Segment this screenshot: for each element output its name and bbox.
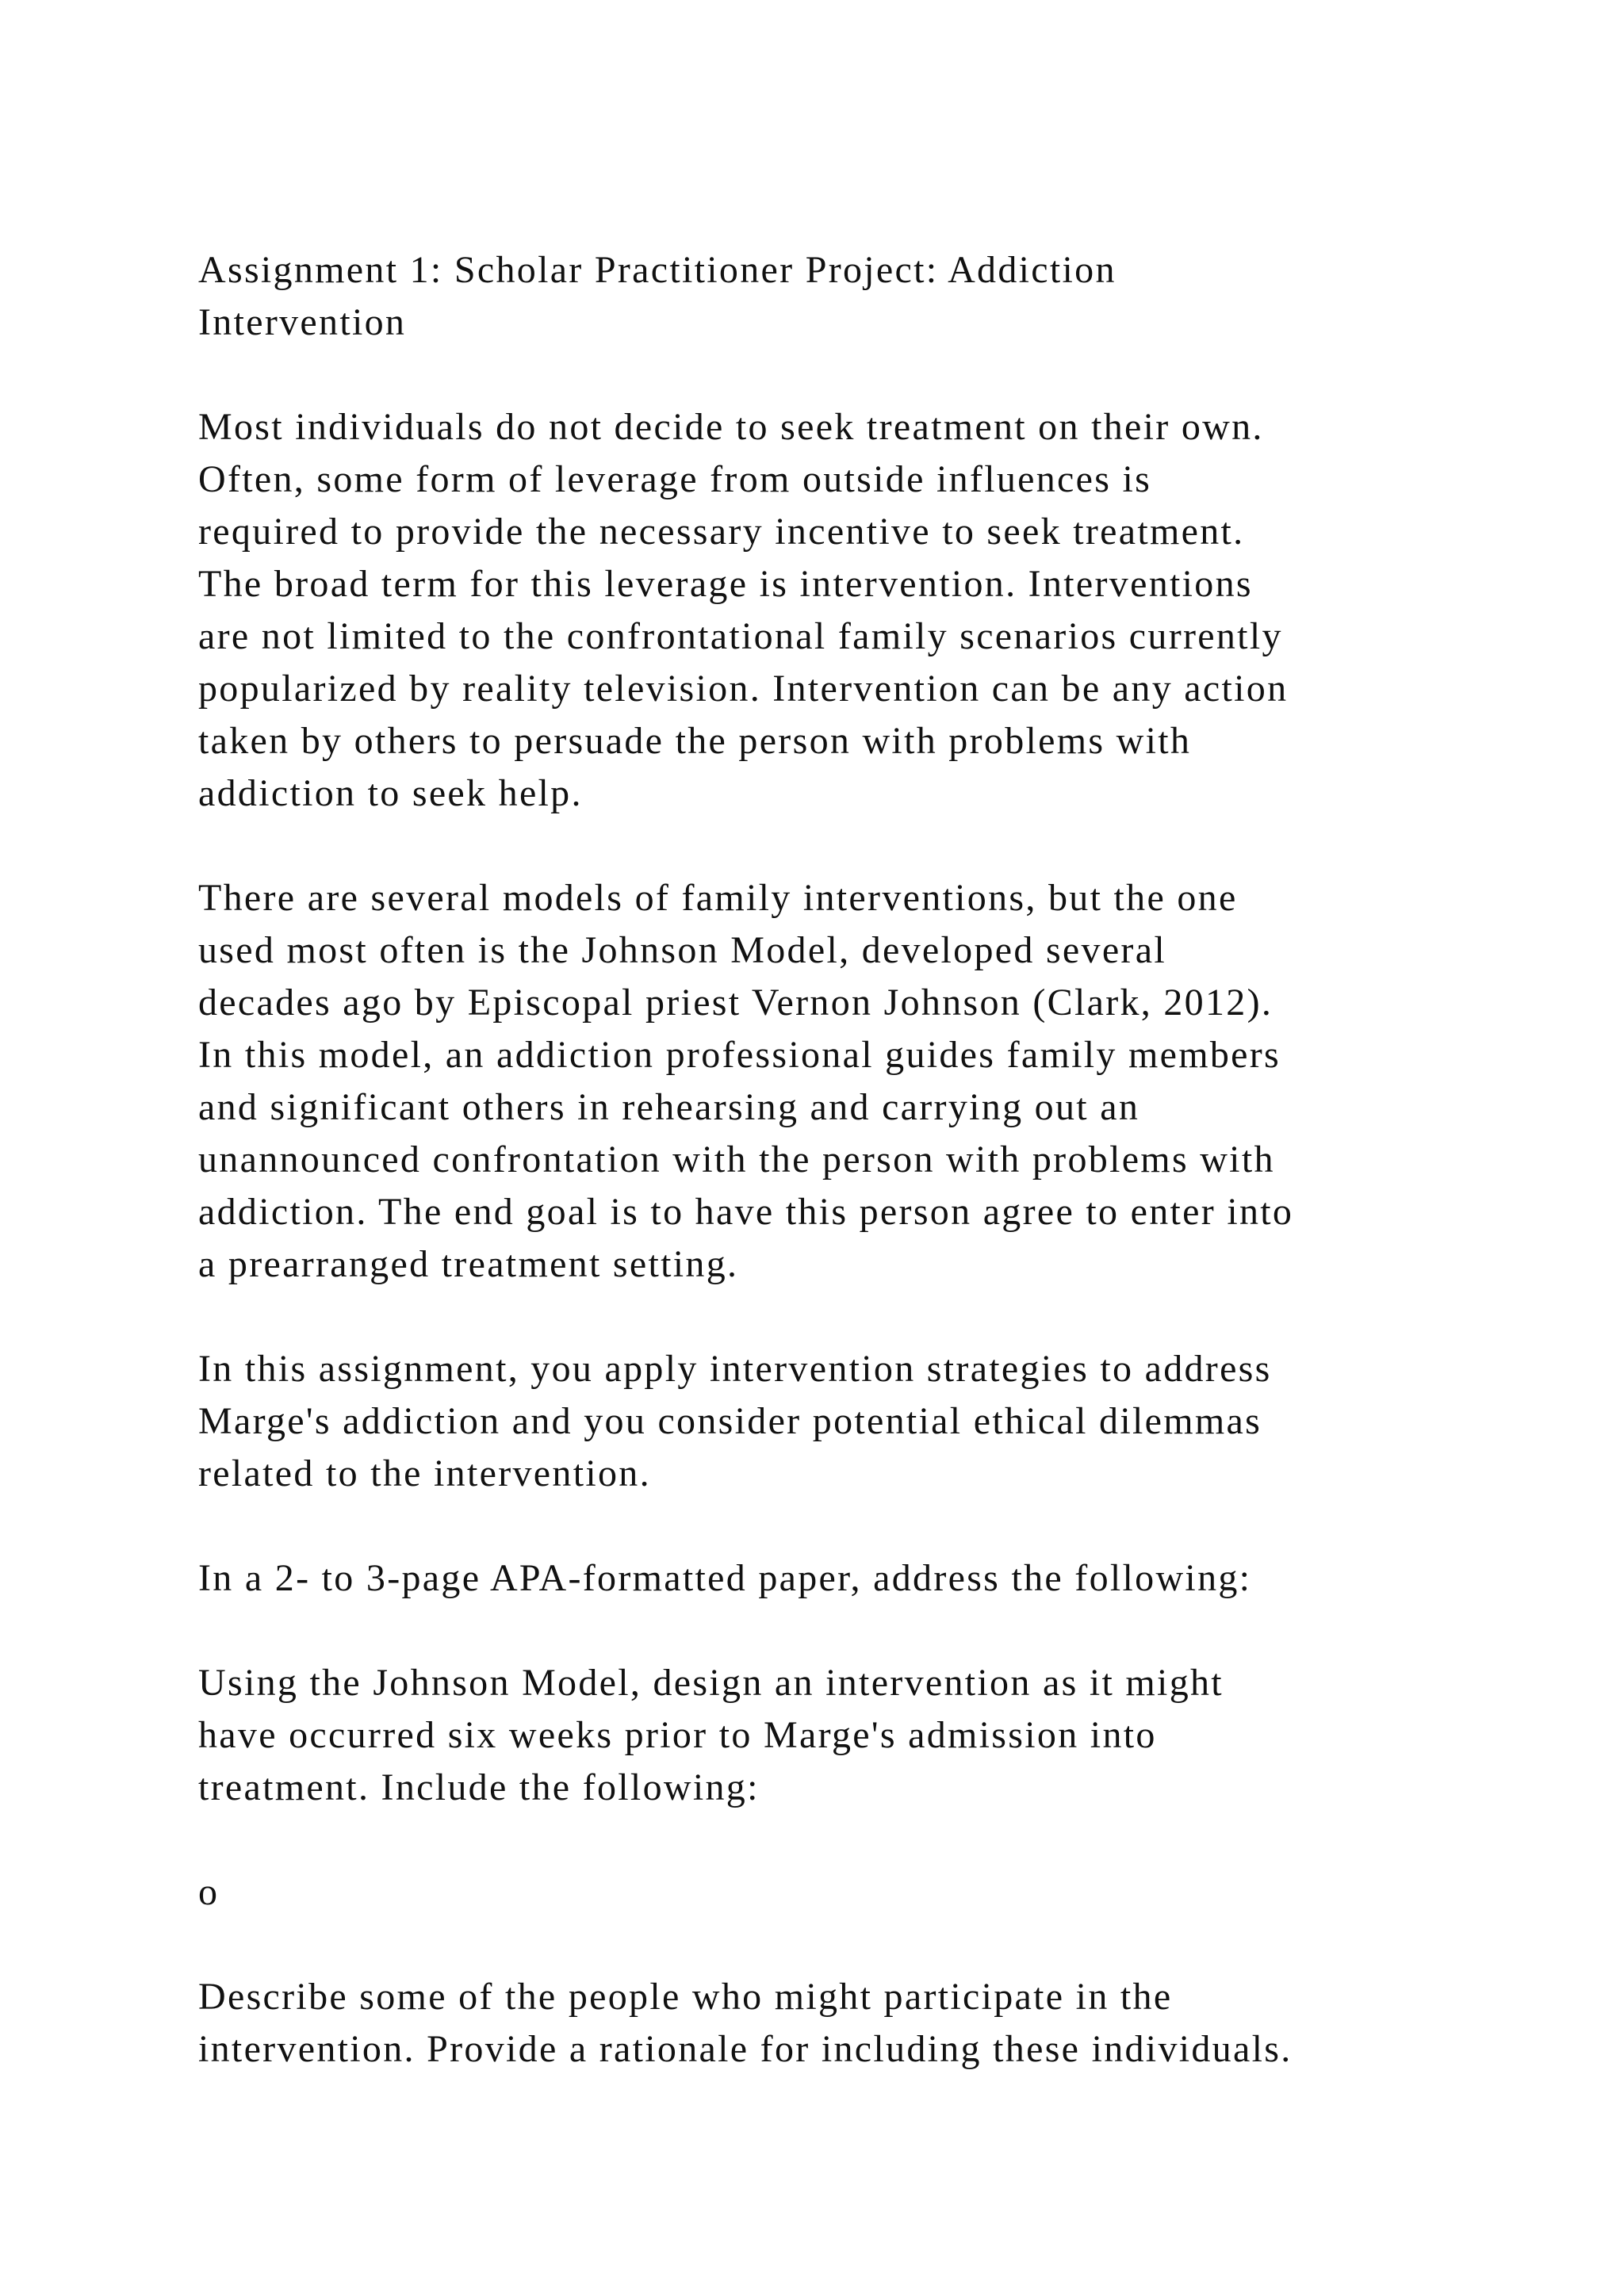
document-body (198, 244, 1507, 2128)
text-line: In this model, an addiction professional guides family members (198, 1034, 1281, 1076)
paragraph-intervention-intro (198, 401, 1507, 820)
paragraph-design-intervention (198, 1657, 1507, 1814)
text-line: popularized by reality television. Intervention can be any action (198, 668, 1289, 710)
text-line: taken by others to persuade the person with problems with (198, 720, 1192, 762)
text-line: related to the intervention. (198, 1452, 651, 1494)
bullet-marker (198, 1866, 1507, 1919)
text-line: In a 2- to 3-page APA-formatted paper, address the following: (198, 1557, 1252, 1599)
text-line: Describe some of the people who might participate in the (198, 1976, 1173, 2018)
text-line: required to provide the necessary incentive to seek treatment. (198, 511, 1245, 553)
text-line: Intervention (198, 301, 407, 343)
text-line: The broad term for this leverage is intervention. Interventions (198, 563, 1253, 605)
paragraph-participants (198, 1971, 1507, 2076)
text-line: Assignment 1: Scholar Practitioner Project: Addiction (198, 249, 1116, 291)
text-line: Using the Johnson Model, design an intervention as it might (198, 1662, 1224, 1704)
text-line: intervention. Provide a rationale for including these individuals. (198, 2028, 1293, 2070)
text-line: a prearranged treatment setting. (198, 1243, 739, 1285)
paragraph-paper-instructions (198, 1552, 1507, 1605)
text-line: have occurred six weeks prior to Marge's admission into (198, 1714, 1157, 1756)
paragraph-assignment-scope (198, 1343, 1507, 1500)
text-line: Marge's addiction and you consider potential ethical dilemmas (198, 1400, 1262, 1442)
text-line: treatment. Include the following: (198, 1766, 760, 1808)
text-line: used most often is the Johnson Model, developed several (198, 929, 1166, 971)
text-line: decades ago by Episcopal priest Vernon Johnson (Clark, 2012). (198, 982, 1274, 1024)
text-line: In this assignment, you apply intervention strategies to address (198, 1348, 1272, 1390)
text-line: There are several models of family interventions, but the one (198, 877, 1238, 919)
text-line: Most individuals do not decide to seek treatment on their own. (198, 406, 1264, 448)
text-line: o (198, 1871, 220, 1913)
text-line: are not limited to the confrontational family scenarios currently (198, 615, 1283, 657)
text-line: addiction to seek help. (198, 772, 583, 814)
text-line: addiction. The end goal is to have this person agree to enter into (198, 1191, 1294, 1233)
assignment-title (198, 244, 1507, 349)
text-line: and significant others in rehearsing and carrying out an (198, 1086, 1140, 1128)
paragraph-johnson-model (198, 872, 1507, 1291)
text-line: unannounced confrontation with the person with problems with (198, 1138, 1275, 1181)
text-line: Often, some form of leverage from outside influences is (198, 458, 1152, 500)
